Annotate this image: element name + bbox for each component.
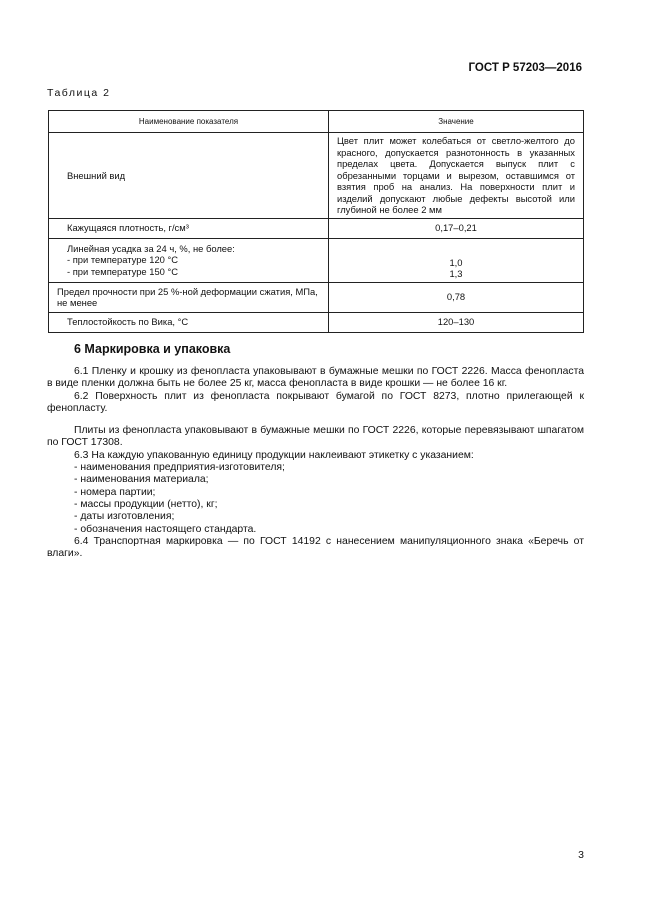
section-title: 6 Маркировка и упаковка — [74, 342, 231, 356]
shrinkage-title: Линейная усадка за 24 ч, %, не более: — [67, 242, 235, 254]
paragraph: 6.4 Транспортная маркировка — по ГОСТ 14192 с нанесением манипуляционного знака «Беречь от влаги». — [47, 535, 584, 560]
list-item: - наименования предприятия-изготовителя; — [74, 462, 285, 474]
shrinkage-temp-150: - при температуре 150 °С — [67, 265, 178, 277]
row-name-density: Кажущаяся плотность, г/см³ — [49, 218, 329, 238]
list-item: - массы продукции (нетто), кг; — [74, 498, 218, 510]
row-value-shrinkage — [329, 238, 584, 282]
list-item: - обозначения настоящего стандарта. — [74, 523, 257, 535]
row-name-strength: Предел прочности при 25 %-ной деформации сжатия, МПа, не менее — [49, 282, 329, 312]
paragraph: Плиты из фенопласта упаковывают в бумажные мешки по ГОСТ 2226, которые перевязывают шпагатом по ГОСТ 17308. — [47, 425, 584, 449]
row-value-appearance: Цвет плит может колебаться от светло-желтого до красного, допускается разнотонность в указанных пределах цвета. Допускается выпуск плит с обрезанными торцами и вырезом, оставшимся от взятия проб на анализ. На поверхности плит и изделий допускают любые дефекты высотой или глубиной не более 2 мм — [329, 133, 584, 219]
row-name-vicat: Теплостойкость по Вика, °С — [49, 312, 329, 332]
list-item: - даты изготовления; — [74, 511, 175, 523]
col-header-name: Наименование показателя — [49, 111, 329, 133]
table-row — [49, 312, 584, 332]
row-name-appearance: Внешний вид — [49, 133, 329, 219]
paragraph: 6.2 Поверхность плит из фенопласта покрывают бумагой по ГОСТ 8273, плотно прилегающей к фенопласту. — [47, 390, 584, 414]
shrinkage-value-120: 1,0 — [449, 256, 463, 268]
col-header-value: Значение — [329, 111, 584, 133]
table-row — [49, 282, 584, 312]
row-value-vicat: 120–130 — [329, 312, 584, 332]
row-value-strength: 0,78 — [329, 282, 584, 312]
spec-table — [48, 110, 584, 333]
paragraph: 6.1 Пленку и крошку из фенопласта упаковывают в бумажные мешки по ГОСТ 2226. Масса фенопласта в виде пленки должна быть не более 25 кг, масса фенопласта в виде крошки — не более 16 кг. — [47, 366, 584, 390]
row-name-shrinkage — [49, 238, 329, 282]
standard-code: ГОСТ Р 57203—2016 — [468, 62, 582, 74]
table-header-row — [49, 111, 584, 133]
row-value-density: 0,17–0,21 — [329, 218, 584, 238]
section-body — [47, 366, 584, 560]
table-row — [49, 133, 584, 219]
shrinkage-temp-120: - при температуре 120 °С — [67, 254, 178, 266]
table-row — [49, 238, 584, 282]
list-item: - наименования материала; — [74, 474, 209, 486]
paragraph: 6.3 На каждую упакованную единицу продукции наклеивают этикетку с указанием: — [74, 449, 474, 461]
table-label: Таблица 2 — [47, 87, 111, 99]
page-number: 3 — [578, 849, 584, 861]
shrinkage-value-150: 1,3 — [449, 268, 463, 279]
list-item: - номера партии; — [74, 486, 156, 498]
table-row — [49, 218, 584, 238]
